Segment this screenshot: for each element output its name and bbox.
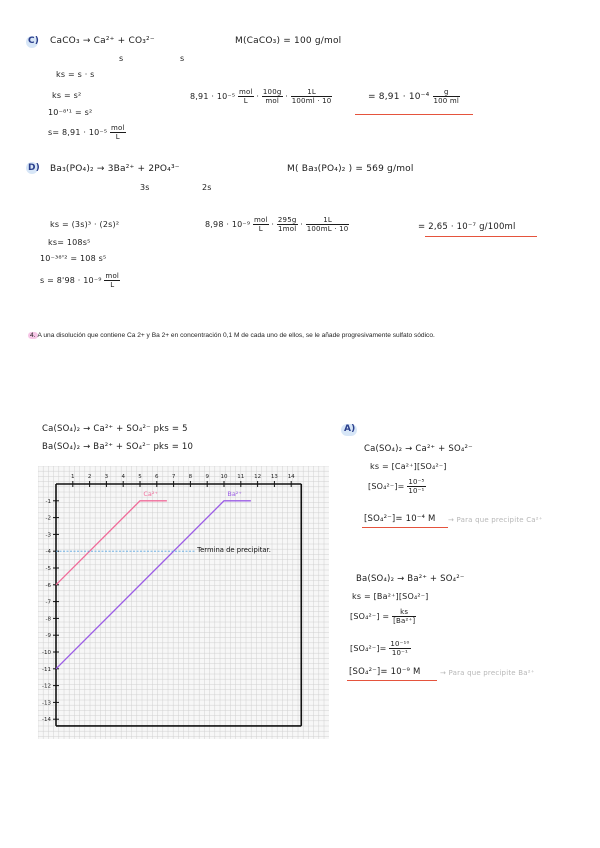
den: 100 ml — [433, 97, 460, 105]
num: mol — [239, 88, 253, 96]
num: 10⁻¹⁰ — [390, 640, 410, 648]
y-tick-label: -13 — [42, 700, 51, 707]
y-tick-label: -12 — [42, 683, 51, 690]
ca-sulfate-equation: Ca(SO₄)₂ → Ca²⁺ + SO₄²⁻ pks = 5 — [42, 424, 188, 434]
y-tick-label: -4 — [45, 549, 51, 556]
y-tick-label: -10 — [42, 650, 51, 656]
so4-fraction — [389, 640, 410, 657]
part-d-reaction: Ba₃(PO₄)₂ → 3Ba²⁺ + 2PO₄³⁻ — [50, 164, 180, 174]
part-d-ks-line3: 10⁻³⁸'² = 108 s⁵ — [40, 254, 107, 263]
part-c-ks-line3: 10⁻⁸'¹ = s² — [48, 108, 93, 117]
y-tick-label: -9 — [45, 633, 51, 640]
num: ks — [392, 608, 416, 617]
graph-canvas — [38, 466, 329, 739]
den: 1mol — [278, 225, 297, 233]
den: 10⁻¹ — [408, 487, 425, 495]
part-d-s-unit — [104, 272, 120, 289]
part-c-ks-line2: ks = s² — [52, 91, 82, 100]
problem-text: A una disolución que contiene Ca 2+ y Ba 2+ en concentración 0,1 M de cada uno de ellos, se le añade progresivamente sulfato sódico. — [37, 332, 435, 339]
den: mol — [265, 97, 280, 105]
part-c-molar-mass: M(CaCO₃) = 100 g/mol — [235, 36, 342, 46]
ba-precipitate-note: → Para que precipite Ba²⁺ — [440, 669, 535, 677]
calc-value: 8,91 · 10⁻⁵ — [190, 92, 236, 101]
den: 10⁻¹ — [391, 649, 409, 657]
part-c-ks-line4 — [48, 124, 126, 141]
ba-reaction: Ba(SO₄)₂ → Ba²⁺ + SO₄²⁻ — [356, 574, 465, 584]
y-tick-label: -2 — [45, 515, 51, 522]
den: L — [258, 225, 263, 233]
y-tick-label: -3 — [45, 532, 51, 539]
den: [Ba²⁺] — [393, 617, 416, 625]
so4-label: [SO₄²⁻]= — [368, 482, 405, 491]
x-tick-label: 9 — [205, 474, 209, 480]
part-c-calculation: 8,91 · 10⁻⁵ $\frac{\text{mol}}{L}$ · $\frac{100g}{\text{mol}}$ · $\frac{1L}{100ml \cdot 10}$ — [190, 88, 332, 105]
x-tick-label: 12 — [254, 474, 262, 480]
num: mol — [254, 216, 268, 224]
x-tick-label: 8 — [188, 474, 193, 480]
ba-curve-label: Ba²⁺ — [227, 489, 242, 498]
ba-so4-value-fraction — [350, 640, 411, 657]
part-c-s-value: s= 8,91 · 10⁻⁵ — [48, 128, 108, 137]
part-d-2s: 2s — [202, 183, 212, 192]
termina-annotation: Termina de precipitar. — [197, 546, 271, 555]
part-d-s-value: s = 8'98 · 10⁻⁹ — [40, 276, 102, 285]
part-c-s2: s — [180, 54, 185, 63]
ca-so4-fraction — [368, 478, 426, 495]
calc-fraction-2 — [262, 88, 283, 105]
part-c-result — [368, 88, 460, 105]
part-d-label: D) — [28, 163, 40, 173]
x-tick-label: 3 — [104, 474, 109, 480]
y-tick-label: -5 — [45, 566, 51, 572]
x-tick-label: 7 — [171, 474, 176, 480]
y-tick-label: -8 — [45, 616, 51, 623]
y-tick-label: -6 — [45, 582, 51, 589]
problem-number: 4. — [30, 332, 36, 339]
y-tick-label: -1 — [45, 498, 51, 505]
num: 10⁻⁵ — [408, 478, 425, 486]
den: L — [243, 97, 248, 105]
ba-sulfate-equation: Ba(SO₄)₂ → Ba²⁺ + SO₄²⁻ pks = 10 — [42, 442, 194, 452]
part-c-s-unit — [110, 124, 126, 141]
result-unit — [433, 88, 461, 105]
x-tick-label: 2 — [87, 474, 92, 480]
x-tick-label: 13 — [270, 474, 278, 480]
y-tick-label: -11 — [42, 666, 51, 673]
y-tick-label: -7 — [45, 599, 51, 606]
x-tick-label: 11 — [237, 474, 245, 480]
so4-fraction — [392, 608, 416, 625]
ba-so4-result: [SO₄²⁻]= 10⁻⁹ M — [349, 667, 421, 677]
part-c-label: C) — [28, 36, 40, 46]
num: 1L — [291, 88, 333, 97]
unit-num: mol — [111, 124, 125, 132]
part-d-result-underline — [425, 236, 537, 237]
part-d-ks-line2: ks= 108s⁵ — [48, 238, 91, 247]
unit-den: L — [110, 281, 115, 289]
calc-fraction-3 — [291, 88, 333, 105]
ca-ks-expression: ks = [Ca²⁺][SO₄²⁻] — [370, 462, 447, 471]
part-d-ks-line4 — [40, 272, 120, 289]
ba-result-underline — [347, 680, 437, 681]
part-d-3s: 3s — [140, 183, 150, 192]
part-d-ks-line1: ks = (3s)³ · (2s)² — [50, 220, 120, 229]
x-tick-label: 10 — [220, 474, 228, 480]
num: 100g — [262, 88, 282, 96]
part-c-result-underline — [355, 114, 473, 115]
num: 1L — [306, 216, 350, 225]
precipitation-graph — [38, 466, 329, 739]
x-tick-label: 5 — [138, 474, 142, 480]
calc-fraction-1 — [238, 88, 254, 105]
num: 295g — [277, 216, 297, 224]
ba-so4-ks-fraction — [350, 608, 416, 625]
unit-num: mol — [105, 272, 120, 280]
calc-value: 8,98 · 10⁻⁹ — [205, 220, 251, 229]
x-tick-label: 14 — [287, 474, 295, 480]
part-c-s1: s — [119, 54, 124, 63]
x-tick-label: 1 — [71, 474, 75, 480]
part-c-ks-line1: ks = s · s — [56, 70, 95, 79]
so4-label: [SO₄²⁻] = — [350, 612, 390, 621]
ca-precipitate-note: → Para que precipite Ca²⁺ — [448, 516, 543, 524]
ca-curve-label: Ca²⁺ — [143, 489, 158, 498]
ba-ks-expression: ks = [Ba²⁺][SO₄²⁻] — [352, 592, 429, 601]
result-value: = 8,91 · 10⁻⁴ — [368, 92, 430, 102]
part-c-reaction: CaCO₃ → Ca²⁺ + CO₃²⁻ — [50, 36, 155, 46]
den: 100mL · 10 — [306, 225, 349, 233]
y-tick-label: -14 — [42, 717, 51, 724]
x-tick-label: 6 — [155, 474, 159, 480]
ca-reaction: Ca(SO₄)₂ → Ca²⁺ + SO₄²⁻ — [364, 444, 473, 454]
so4-fraction — [407, 478, 425, 495]
part-a-label: A) — [344, 424, 356, 434]
part-d-result: = 2,65 · 10⁻⁷ g/100ml — [418, 222, 516, 232]
x-tick-label: 4 — [121, 474, 125, 480]
calc-fraction-3 — [306, 216, 350, 233]
part-d-molar-mass: M( Ba₃(PO₄)₂ ) = 569 g/mol — [287, 164, 414, 174]
calc-fraction-2 — [277, 216, 298, 233]
part-d-calculation: 8,98 · 10⁻⁹ $\frac{\text{mol}}{L}$ · $\frac{295g}{\text{1mol}}$ · $\frac{1L}{100mL \cdot 10}$ — [205, 216, 349, 233]
ca-so4-result: [SO₄²⁻]= 10⁻⁴ M — [364, 514, 436, 524]
ca-result-underline — [362, 527, 448, 528]
calc-fraction-1 — [253, 216, 269, 233]
num: g — [433, 88, 461, 97]
problem-4-statement — [28, 332, 435, 339]
unit-den: L — [115, 133, 120, 141]
so4-label: [SO₄²⁻]= — [350, 644, 387, 653]
den: 100ml · 10 — [291, 97, 332, 105]
